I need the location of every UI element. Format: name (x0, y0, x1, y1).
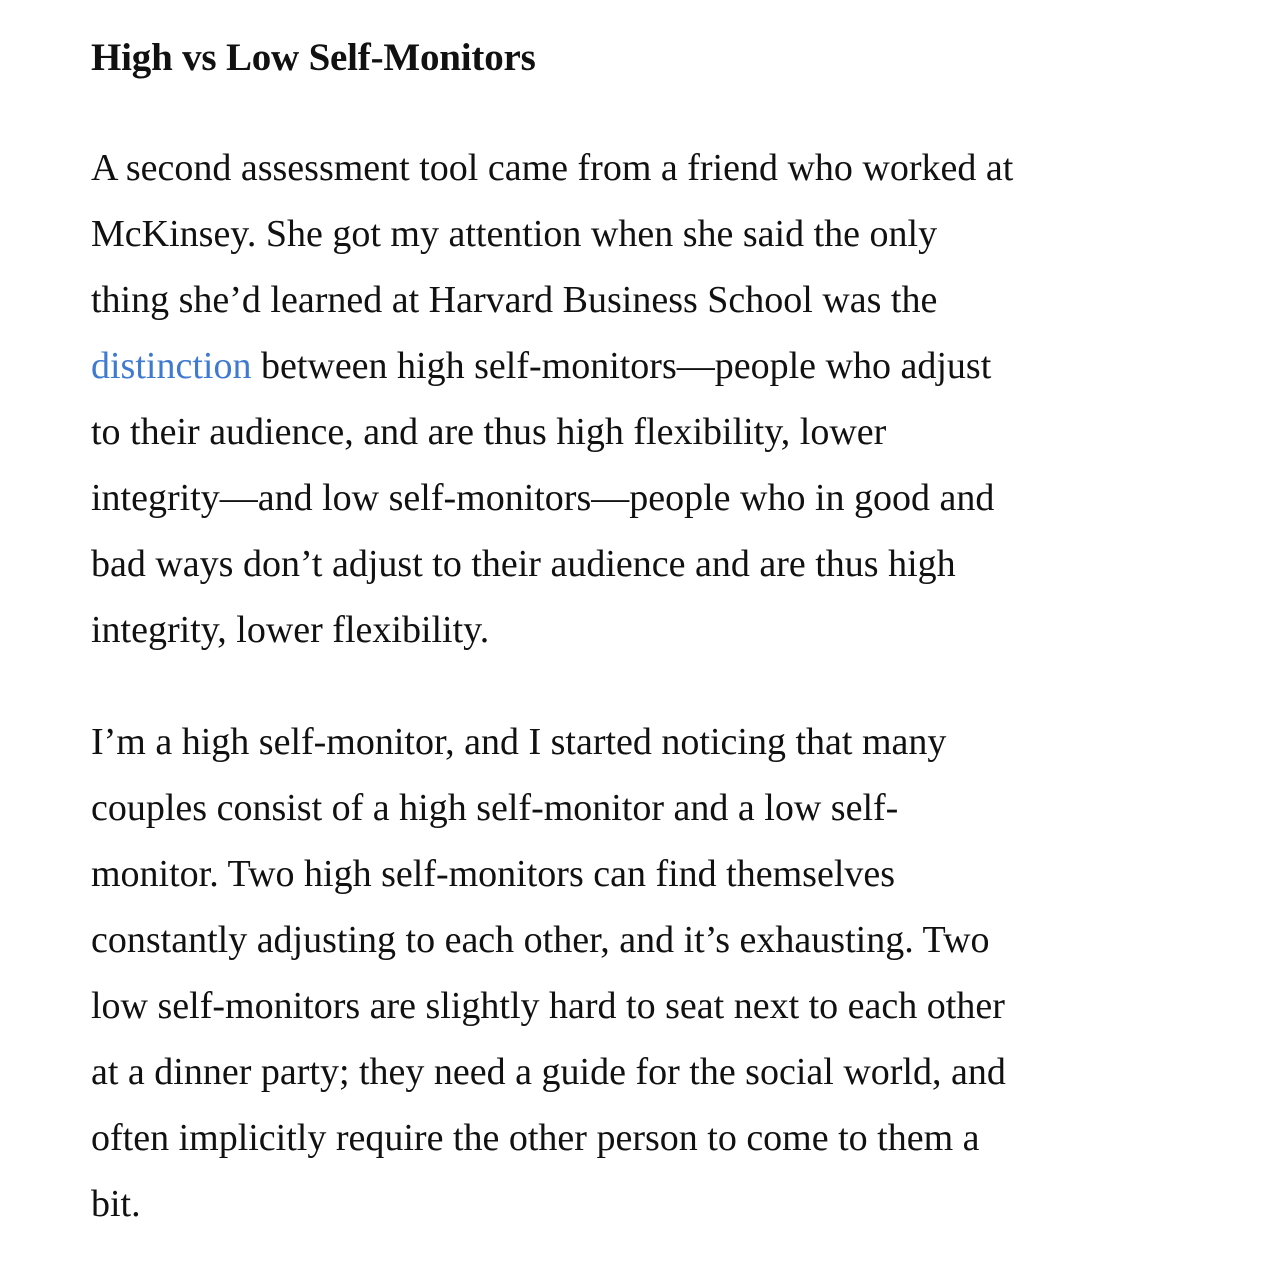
paragraph-1-line-1: A second assessment tool came from a friend who worked at (91, 147, 1014, 189)
paragraph-1-line-8: integrity, lower flexibility. (91, 609, 490, 651)
paragraph-2 (91, 709, 1201, 1237)
paragraph-2-line-7: often implicitly require the other person to come to them a (91, 1117, 980, 1159)
paragraph-2-line-2: couples consist of a high self-monitor and a low self- (91, 787, 899, 829)
section-heading: High vs Low Self-Monitors (91, 36, 536, 79)
paragraph-2-line-4: constantly adjusting to each other, and it’s exhausting. Two (91, 919, 990, 961)
paragraph-2-line-3: monitor. Two high self-monitors can find themselves (91, 853, 896, 895)
paragraph-1-line-7: bad ways don’t adjust to their audience and are thus high (91, 543, 956, 585)
paragraph-1-line-2: McKinsey. She got my attention when she said the only (91, 213, 938, 255)
paragraph-1-line-4-text: between high self-monitors—people who adjust (251, 345, 992, 387)
paragraph-1-line-4 (91, 333, 1201, 399)
paragraph-2-line-6: at a dinner party; they need a guide for the social world, and (91, 1051, 1006, 1093)
paragraph-2-line-5: low self-monitors are slightly hard to seat next to each other (91, 985, 1005, 1027)
paragraph-2-line-1: I’m a high self-monitor, and I started noticing that many (91, 721, 947, 763)
paragraph-1-line-6: integrity—and low self-monitors—people who in good and (91, 477, 995, 519)
paragraph-1 (91, 135, 1201, 663)
paragraph-1-line-5: to their audience, and are thus high flexibility, lower (91, 411, 887, 453)
paragraph-2-line-8: bit. (91, 1183, 141, 1225)
paragraph-1-line-3: thing she’d learned at Harvard Business School was the (91, 279, 938, 321)
distinction-link[interactable]: distinction (91, 345, 252, 387)
